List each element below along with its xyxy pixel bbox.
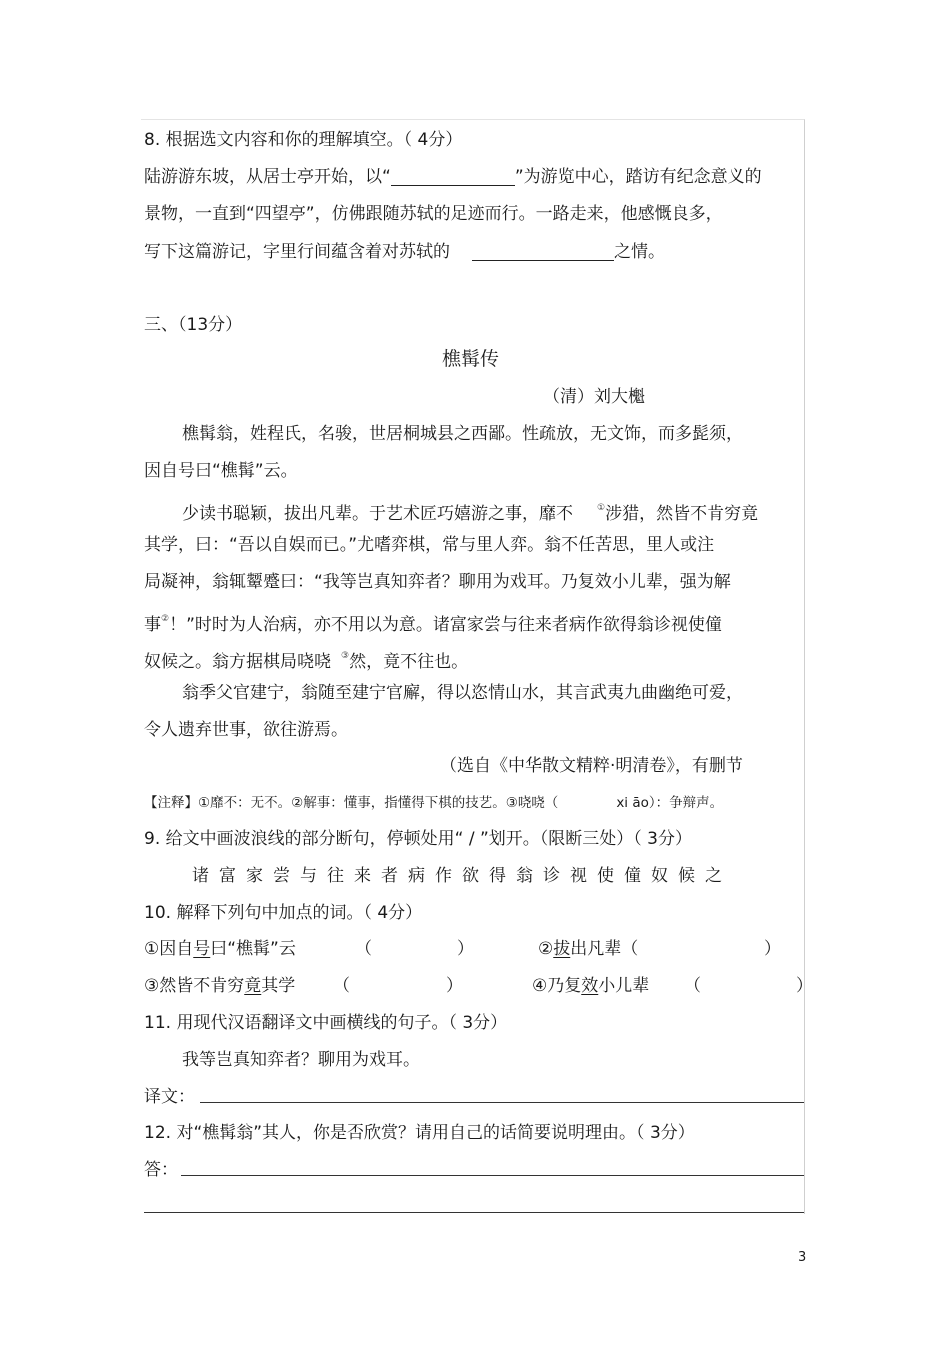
- passage-line: 因自号曰“樵髯”云。: [144, 461, 298, 481]
- q11-answer-line[interactable]: [200, 1102, 804, 1103]
- q8-blank-2[interactable]: [472, 242, 614, 261]
- q10-item-2-paren-close: ）: [764, 939, 781, 959]
- q11-answer-label: 译文：: [144, 1087, 195, 1107]
- passage-line: 少读书聪颖，拔出凡辈。于艺术匠巧嬉游之事，靡不 ①涉猎，然皆不肯穷竟: [182, 503, 759, 524]
- passage-line: 局凝神，翁辄颦蹙曰：“我等岂真知弈者？聊用为戏耳。乃复效小儿辈，强为解: [144, 572, 731, 592]
- passage-line: 奴候之。翁方据棋局哓哓 ③然，竟不往也。: [144, 651, 469, 672]
- passage-source: （选自《中华散文精粹·明清卷》，有删节: [440, 756, 743, 776]
- q9-stem: 9. 给文中画波浪线的部分断句，停顿处用“ / ”划开。（限断三处）（ 3分）: [144, 829, 692, 849]
- q12-answer-line-2[interactable]: [144, 1212, 804, 1213]
- passage-title: 樵髯传: [442, 348, 500, 370]
- passage-line: 翁季父官建宁，翁随至建宁官廨，得以恣情山水，其言武夷九曲幽绝可爱，: [182, 683, 743, 703]
- passage-line: 樵髯翁，姓程氏，名骏，世居桐城县之西鄙。性疏放，无文饰，而多髭须，: [182, 424, 743, 444]
- q8-blank-1[interactable]: [391, 167, 515, 186]
- passage-line: 令人遗弃世事，欲往游焉。: [144, 720, 348, 740]
- page-number: 3: [798, 1250, 807, 1265]
- passage-line: 其学，曰：“吾以自娱而已。”尤嗜弈棋，常与里人弈。翁不任苦思，里人或注: [144, 535, 715, 555]
- q10-item-1-paren-open[interactable]: （: [355, 939, 372, 959]
- dotted-word: 竟: [244, 976, 262, 996]
- q10-item-1: ①因自号曰“樵髯”云: [144, 939, 296, 959]
- passage-notes: 【注释】①靡不：无不。②解事：懂事，指懂得下棋的技艺。③哓哓（ xi āo）：争辩声。: [144, 795, 724, 811]
- section-heading: 三、（13分）: [144, 315, 243, 335]
- q8-line2: 景物，一直到“四望亭”，仿佛跟随苏轼的足迹而行。一路走来，他感慨良多，: [144, 204, 723, 224]
- q10-item-4-paren-open[interactable]: （: [684, 976, 701, 996]
- q10-stem: 10. 解释下列句中加点的词。（ 4分）: [144, 903, 423, 923]
- q10-item-4: ④乃复效小儿辈: [532, 976, 650, 996]
- q10-item-4-paren-close: ）: [796, 976, 813, 996]
- q9-sentence: 诸富家尝与往来者病作欲得翁诊视使僮奴候之: [192, 866, 732, 886]
- q11-stem: 11. 用现代汉语翻译文中画横线的句子。（ 3分）: [144, 1013, 508, 1033]
- q8-line3: 写下这篇游记，字里行间蕴含着对苏轼的 之情。: [144, 242, 665, 262]
- dotted-word: 效: [581, 976, 599, 996]
- q12-answer-label: 答：: [144, 1160, 178, 1180]
- footnote-marker: ①: [597, 503, 606, 513]
- q8-stem: 8. 根据选文内容和你的理解填空。（ 4分）: [144, 130, 463, 150]
- dotted-word: 拔: [553, 939, 571, 959]
- q10-item-1-paren-close: ）: [457, 939, 474, 959]
- q12-stem: 12. 对“樵髯翁”其人，你是否欣赏？请用自己的话简要说明理由。（ 3分）: [144, 1123, 695, 1143]
- q10-item-3-paren-close: ）: [446, 976, 463, 996]
- passage-line: 事②！”时时为人治病，亦不用以为意。诸富家尝与往来者病作欲得翁诊视使僮: [144, 614, 722, 635]
- q10-item-3: ③然皆不肯穷竟其学: [144, 976, 296, 996]
- footnote-marker: ③: [341, 651, 350, 661]
- dotted-word: 号: [193, 939, 211, 959]
- q12-answer-line-1[interactable]: [181, 1175, 804, 1176]
- q10-item-3-paren-open[interactable]: （: [333, 976, 350, 996]
- q11-sentence: 我等岂真知弈者？聊用为戏耳。: [182, 1050, 420, 1070]
- passage-author: （清）刘大櫆: [543, 387, 645, 407]
- q8-line1: 陆游游东坡，从居士亭开始，以“ ”为游览中心，踏访有纪念意义的: [144, 167, 762, 187]
- q10-item-2: ②拔出凡辈（: [538, 939, 639, 959]
- footnote-marker: ②: [161, 614, 170, 624]
